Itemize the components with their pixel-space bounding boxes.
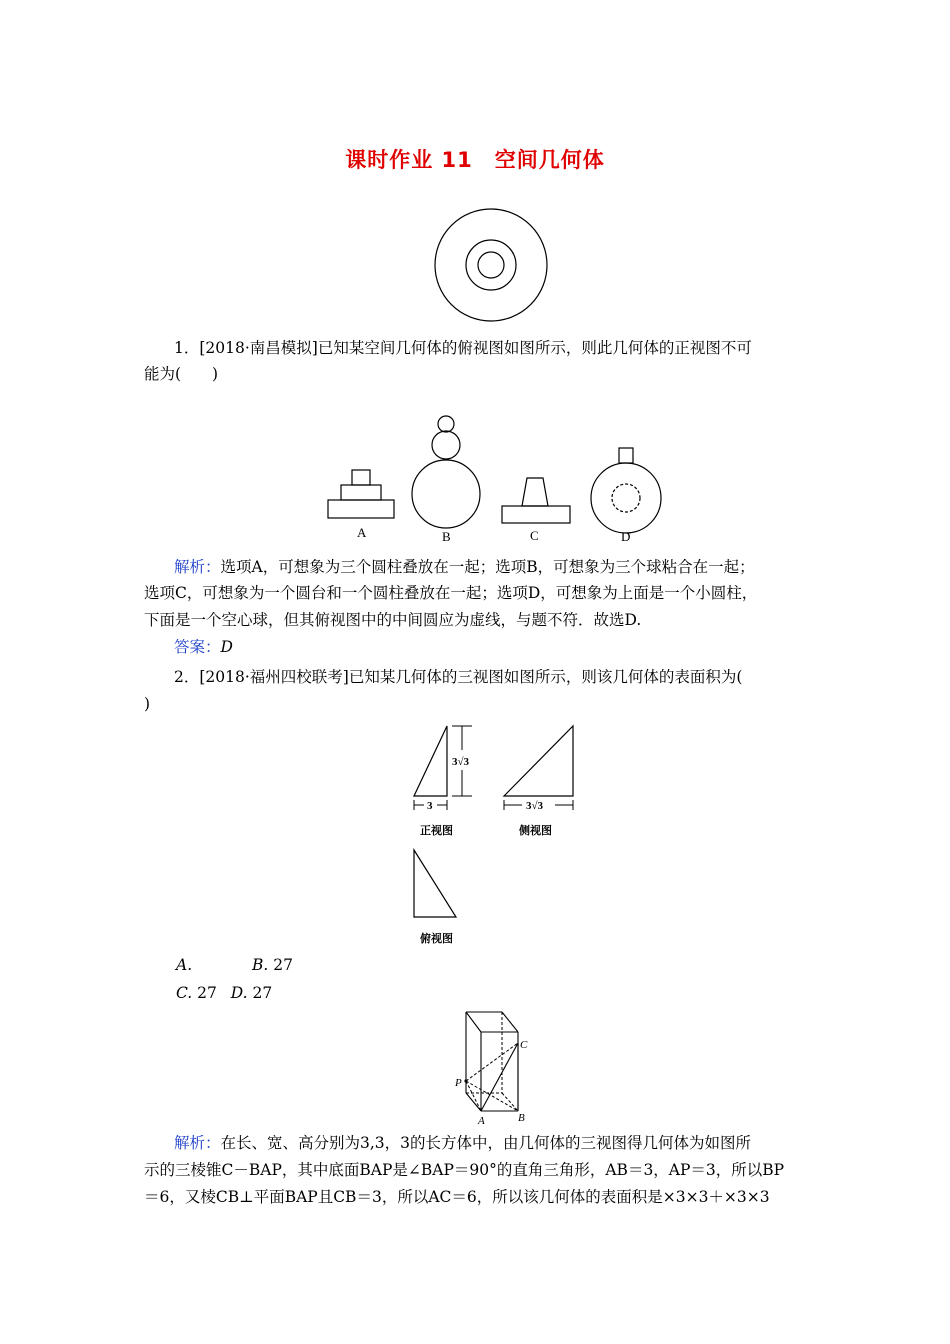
q2-choices-row1: [176, 955, 293, 975]
choice-c-value: 27: [197, 984, 217, 1002]
analysis-label: 解析：: [174, 558, 221, 576]
choice-d-label: D.: [230, 984, 248, 1002]
option-b-label: B: [442, 529, 451, 544]
outer-circle: [435, 209, 547, 321]
option-a-label: A: [357, 525, 367, 540]
choice-a-label: A.: [176, 956, 193, 974]
q2-choices-row2: [176, 983, 272, 1003]
q1-answer: [174, 637, 233, 657]
top-view-caption: 俯视图: [420, 933, 453, 945]
front-view-caption: 正视图: [420, 825, 453, 837]
side-view: [504, 726, 573, 810]
q1-stem-line2: 能为( ): [144, 365, 219, 383]
vertex-c-label: C: [520, 1039, 528, 1051]
q2-analysis-line1: 解析：在长、宽、高分别为3,3，3的长方体中，由几何体的三视图得几何体为如图所: [174, 1134, 752, 1152]
q2-analysis-line3: ＝6，又棱CB⊥平面BAP且CB＝3，所以AC＝6，所以该几何体的表面积是×3×3＋×3×3: [144, 1188, 770, 1206]
middle-circle: [466, 240, 516, 290]
vertex-a-label: A: [478, 1115, 485, 1127]
top-view: [414, 850, 456, 917]
option-a-figure: [328, 470, 394, 518]
q2-stem-line2: ): [144, 695, 151, 713]
front-view: [414, 726, 472, 810]
front-width-label: 3: [427, 800, 433, 812]
q2-solid-figure: [448, 1007, 538, 1127]
q1-option-figures: [320, 412, 631, 544]
answer-value: D: [220, 638, 233, 656]
side-width-label: 3√3: [526, 800, 544, 812]
option-b-figure: [412, 416, 480, 528]
height-label: 3√3: [452, 756, 470, 768]
choice-b-label: B.: [252, 956, 269, 974]
q1-analysis-line3: 下面是一个空心球，但其俯视图中的中间圆应为虚线，与题不符．故选D.: [144, 611, 642, 629]
inner-circle: [478, 252, 504, 278]
option-d-figure: [591, 448, 661, 533]
q1-stem-line1: 1．[2018·南昌模拟]已知某空间几何体的俯视图如图所示，则此几何体的正视图不可: [174, 339, 752, 357]
q2-stem-line1: 2．[2018·福州四校联考]已知某几何体的三视图如图所示，则该几何体的表面积为(: [174, 668, 743, 686]
option-c-figure: [502, 478, 570, 523]
q1-top-view-figure: [430, 204, 552, 326]
page-title: 课时作业 11 空间几何体: [345, 148, 605, 172]
analysis-label: 解析：: [174, 1134, 221, 1152]
choice-b-value: 27: [273, 956, 293, 974]
vertex-p-label: P: [455, 1077, 462, 1089]
q2-three-views: [400, 718, 590, 950]
option-d-label: D: [621, 529, 631, 544]
option-c-label: C: [530, 528, 539, 543]
q2-analysis-line2: 示的三棱锥C－BAP，其中底面BAP是∠BAP＝90°的直角三角形，AB＝3，AP＝3，所以BP: [144, 1161, 785, 1179]
q1-analysis-line2: 选项C，可想象为一个圆台和一个圆柱叠放在一起；选项D，可想象为上面是一个小圆柱，: [144, 584, 758, 602]
q1-analysis-line1: 解析：选项A，可想象为三个圆柱叠放在一起；选项B，可想象为三个球粘合在一起；: [174, 558, 755, 576]
choice-d-value: 27: [252, 984, 273, 1002]
choice-c-label: C.: [176, 984, 193, 1002]
answer-label: 答案：: [174, 638, 221, 656]
vertex-b-label: B: [518, 1112, 525, 1124]
side-view-caption: 侧视图: [519, 825, 552, 837]
